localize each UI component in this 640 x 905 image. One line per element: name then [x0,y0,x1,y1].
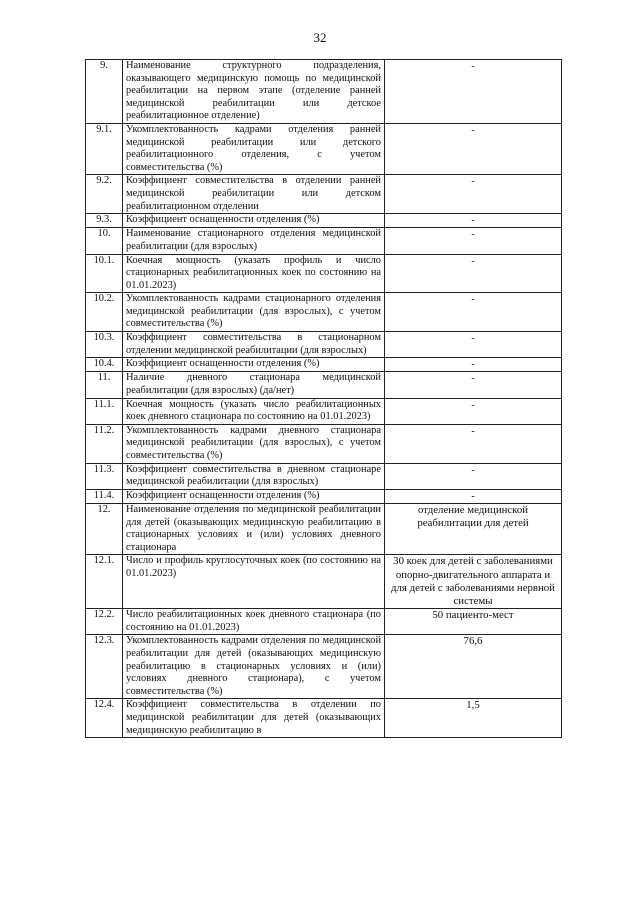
indicator-value: отделение медицинской реабилитации для детей [385,504,562,555]
indicator-description: Коэффициент оснащенности отделения (%) [123,489,385,503]
indicator-description: Укомплектованность кадрами дневного стационара медицинской реабилитации (для взрослых), с учетом совместительства (%) [123,424,385,463]
indicator-description: Наименование стационарного отделения медицинской реабилитации (для взрослых) [123,228,385,254]
indicator-value: - [385,424,562,463]
indicator-description: Коэффициент совместительства в отделении ранней медицинской реабилитации или детском реабилитационном отделении [123,175,385,214]
indicator-value: 1,5 [385,699,562,738]
row-number: 10.2. [86,293,123,332]
table-row [86,175,562,214]
indicator-description: Коечная мощность (указать профиль и число стационарных реабилитационных коек по состоянию на 01.01.2023) [123,254,385,293]
table-row [86,504,562,555]
indicator-value: - [385,175,562,214]
row-number: 12.1. [86,555,123,609]
indicators-table [85,59,562,738]
indicator-value: 76,6 [385,635,562,699]
row-number: 11.2. [86,424,123,463]
indicator-value: - [385,123,562,174]
indicator-value: - [385,372,562,398]
indicator-description: Коэффициент совместительства в отделении по медицинской реабилитации для детей (оказывающих медицинскую реабилитацию в [123,699,385,738]
indicator-value: 30 коек для детей с заболеваниями опорно-двигательного аппарата и для детей с заболеваниями нервной системы [385,555,562,609]
indicator-description: Укомплектованность кадрами отделения ранней медицинской реабилитации или детского реабилитационного отделения, с учетом совместительства (%) [123,123,385,174]
indicator-description: Наличие дневного стационара медицинской реабилитации (для взрослых) (да/нет) [123,372,385,398]
row-number: 9. [86,60,123,124]
table-body [86,60,562,738]
table-row [86,358,562,372]
indicator-value: - [385,358,562,372]
indicator-value: - [385,489,562,503]
indicator-description: Число и профиль круглосуточных коек (по состоянию на 01.01.2023) [123,555,385,609]
table-row [86,699,562,738]
table-row [86,60,562,124]
row-number: 11.4. [86,489,123,503]
table-row [86,214,562,228]
row-number: 10.4. [86,358,123,372]
table-row [86,123,562,174]
table-row [86,254,562,293]
row-number: 10.1. [86,254,123,293]
table-row [86,463,562,489]
indicator-value: 50 пациенто-мест [385,609,562,635]
row-number: 12.4. [86,699,123,738]
table-row [86,293,562,332]
indicator-value: - [385,60,562,124]
row-number: 9.1. [86,123,123,174]
row-number: 10. [86,228,123,254]
table-row [86,635,562,699]
row-number: 11.3. [86,463,123,489]
table-row [86,228,562,254]
indicator-value: - [385,398,562,424]
table-row [86,555,562,609]
row-number: 11. [86,372,123,398]
table-row [86,372,562,398]
indicator-description: Число реабилитационных коек дневного стационара (по состоянию на 01.01.2023) [123,609,385,635]
indicator-value: - [385,228,562,254]
indicator-value: - [385,254,562,293]
row-number: 11.1. [86,398,123,424]
indicator-description: Коэффициент оснащенности отделения (%) [123,214,385,228]
row-number: 10.3. [86,332,123,358]
indicator-value: - [385,332,562,358]
indicator-description: Наименование структурного подразделения, оказывающего медицинскую помощь по медицинской реабилитации на первом этапе (отделение ранней медицинской реабилитации или детское реабилитационное отделение) [123,60,385,124]
page-number: 32 [313,30,327,45]
indicator-value: - [385,293,562,332]
indicator-description: Коечная мощность (указать число реабилитационных коек дневного стационара по состоянию на 01.01.2023) [123,398,385,424]
table-row [86,332,562,358]
row-number: 9.3. [86,214,123,228]
indicator-description: Коэффициент совместительства в дневном стационаре медицинской реабилитации (для взрослых) [123,463,385,489]
table-row [86,424,562,463]
indicator-value: - [385,214,562,228]
row-number: 12.2. [86,609,123,635]
indicator-value: - [385,463,562,489]
row-number: 12. [86,504,123,555]
indicator-description: Наименование отделения по медицинской реабилитации для детей (оказывающих медицинскую реабилитацию в стационарных условиях и (или) условиях дневного стационара [123,504,385,555]
table-row [86,398,562,424]
table-row [86,489,562,503]
indicator-description: Укомплектованность кадрами стационарного отделения медицинской реабилитации (для взрослых), с учетом совместительства (%) [123,293,385,332]
indicator-description: Укомплектованность кадрами отделения по медицинской реабилитации для детей (оказывающих медицинскую реабилитацию в стационарных условиях и (или) условиях дневного стационара), с учетом совместительства (%) [123,635,385,699]
indicator-description: Коэффициент оснащенности отделения (%) [123,358,385,372]
table-row [86,609,562,635]
row-number: 12.3. [86,635,123,699]
row-number: 9.2. [86,175,123,214]
indicator-description: Коэффициент совместительства в стационарном отделении медицинской реабилитации (для взрослых) [123,332,385,358]
